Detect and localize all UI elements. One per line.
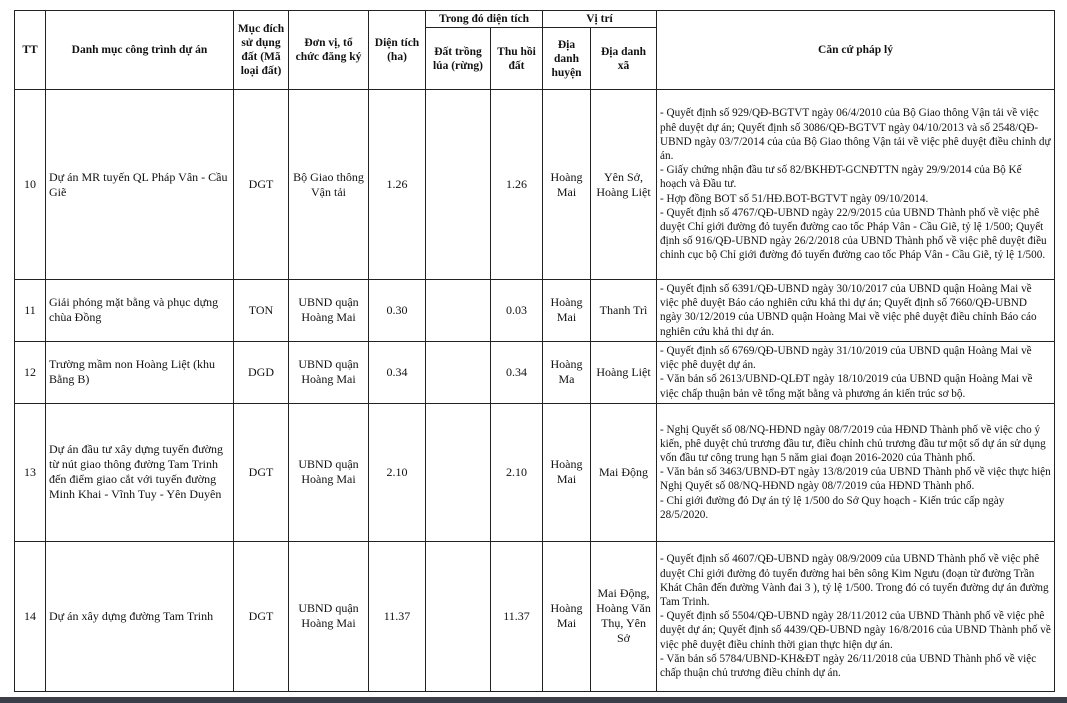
row-project-name: Giải phóng mặt bằng và phục dựng chùa Đồng [46, 280, 234, 342]
legal-item: - Quyết định số 929/QĐ-BGTVT ngày 06/4/2010 của Bộ Giao thông Vận tải về việc phê duyệt dự án; Quyết định số 3086/QĐ-BGTVT ngày 04/10/2013 và số 2548/QĐ-UBND ngày 03/7/2014 của của Bộ Giao thông Vận tải về việc phê duyệt điều chỉnh dự án. [660, 107, 1051, 162]
bottom-edge-strip [0, 697, 1067, 703]
row-purpose: TON [234, 280, 289, 342]
legal-item: - Giấy chứng nhận đầu tư số 82/BKHĐT-GCNĐTTN ngày 29/9/2014 của Bộ Kế hoạch và Đầu tư. [660, 164, 1022, 191]
row-purpose: DGT [234, 403, 289, 541]
legal-item: - Quyết định số 5504/QĐ-UBND ngày 28/11/2012 của UBND Thành phố về việc phê duyệt dự án; Quyết định số 4439/QĐ-UBND ngày 16/8/2016 của UBND Thành phố về việc phê duyệt điều chỉnh thời gian thực hiện dự án. [660, 610, 1051, 651]
header-area: Diện tích (ha) [369, 11, 426, 90]
row-tt: 12 [15, 341, 46, 403]
row-purpose: DGT [234, 90, 289, 280]
row-district: Hoàng Mai [543, 403, 591, 541]
row-area: 1.26 [369, 90, 426, 280]
legal-item: - Nghị Quyết số 08/NQ-HĐND ngày 08/7/2019 của HĐND Thành phố về việc cho ý kiến, phê duyệt chủ trương đầu tư, điều chỉnh chủ trương đầu tư một số dự án sử dụng vốn đầu tư công trung hạn 5 năm giai đoạn 2016-2020 của Thành phố. [660, 423, 1046, 464]
header-group-location: Vị trí [543, 11, 657, 28]
header-tt: TT [15, 11, 46, 90]
table-row [15, 90, 1055, 280]
row-area: 11.37 [369, 541, 426, 691]
legal-item: - Văn bản số 3463/UBND-ĐT ngày 13/8/2019 của UBND Thành phố về việc thực hiện Nghị Quyết số 08/NQ-HĐND ngày 08/7/2019 của HĐND Thành phố. [660, 466, 1051, 493]
row-project-name: Dự án xây dựng đường Tam Trinh [46, 541, 234, 691]
row-district: Hoàng Mai [543, 541, 591, 691]
row-purpose: DGT [234, 541, 289, 691]
row-area: 2.10 [369, 403, 426, 541]
header-unit: Đơn vị, tổ chức đăng ký [289, 11, 369, 90]
row-unit: UBND quận Hoàng Mai [289, 341, 369, 403]
row-legal-basis [657, 403, 1055, 541]
row-area: 0.30 [369, 280, 426, 342]
row-recover: 2.10 [491, 403, 543, 541]
row-purpose: DGD [234, 341, 289, 403]
legal-item: - Quyết định số 4607/QĐ-UBND ngày 08/9/2009 của UBND Thành phố về việc phê duyệt Chỉ giới đường đỏ tuyến đường hai bên sông Kim Ngưu (đoạn từ đường Trần Khát Chân đến đường Vành đai 3 ), tỷ lệ 1/500. Trong đó có tuyến đường dự án đường Tam Trinh. [660, 553, 1049, 608]
row-unit: Bộ Giao thông Vận tải [289, 90, 369, 280]
legal-item: - Chỉ giới đường đỏ Dự án tỷ lệ 1/500 do Sở Quy hoạch - Kiến trúc cấp ngày 28/5/2020. [660, 494, 1005, 521]
row-rice [426, 280, 491, 342]
row-rice [426, 341, 491, 403]
row-commune: Thanh Trì [591, 280, 657, 342]
row-tt: 14 [15, 541, 46, 691]
header-category: Danh mục công trình dự án [46, 11, 234, 90]
row-unit: UBND quận Hoàng Mai [289, 403, 369, 541]
row-district: Hoàng Mai [543, 90, 591, 280]
row-legal-basis [657, 90, 1055, 280]
row-commune: Mai Động [591, 403, 657, 541]
row-recover: 1.26 [491, 90, 543, 280]
row-project-name: Dự án MR tuyến QL Pháp Vân - Cầu Giẽ [46, 90, 234, 280]
row-legal-basis [657, 280, 1055, 342]
row-project-name: Trường mầm non Hoàng Liệt (khu Bằng B) [46, 341, 234, 403]
project-table [14, 10, 1055, 692]
land-use-table-sheet [14, 10, 1054, 692]
row-district: Hoàng Ma [543, 341, 591, 403]
table-row [15, 280, 1055, 342]
row-project-name: Dự án đầu tư xây dựng tuyến đường từ nút giao thông đường Tam Trinh đến điểm giao cắt với tuyến đường Minh Khai - Vĩnh Tuy - Yên Duyên [46, 403, 234, 541]
table-row [15, 341, 1055, 403]
row-rice [426, 90, 491, 280]
legal-item: - Quyết định số 4767/QĐ-UBND ngày 22/9/2015 của UBND Thành phố về việc phê duyệt Chỉ giới đường đỏ tuyến đường cao tốc Pháp Vân - Cầu Giẽ, tỷ lệ 1/500; Quyết định số 916/QĐ-UBND ngày 26/2/2018 của UBND Thành phố về việc phê duyệt điều chỉnh cục bộ Chỉ giới đường đỏ tuyến đường cao tốc Pháp Vân - Cầu Giẽ, tỷ lệ 1/500. [660, 206, 1047, 262]
row-recover: 0.34 [491, 341, 543, 403]
row-commune: Hoàng Liệt [591, 341, 657, 403]
header-purpose: Mục đích sử dụng đất (Mã loại đất) [234, 11, 289, 90]
header-legal: Căn cứ pháp lý [657, 11, 1055, 90]
legal-item: - Văn bản số 5784/UBND-KH&ĐT ngày 26/11/2018 của UBND Thành phố về việc chấp thuận chủ trương điều chỉnh dự án. [660, 652, 1037, 680]
row-tt: 13 [15, 403, 46, 541]
header-rice: Đất trồng lúa (rừng) [426, 28, 491, 90]
legal-item: - Hợp đồng BOT số 51/HĐ.BOT-BGTVT ngày 09/10/2014. [660, 192, 929, 205]
table-row [15, 403, 1055, 541]
row-tt: 11 [15, 280, 46, 342]
header-district: Địa danh huyện [543, 28, 591, 90]
legal-item: - Quyết định số 6769/QĐ-UBND ngày 31/10/2019 của UBND quận Hoàng Mai về việc phê duyệt dự án. [660, 344, 1032, 372]
row-rice [426, 541, 491, 691]
row-area: 0.34 [369, 341, 426, 403]
row-unit: UBND quận Hoàng Mai [289, 541, 369, 691]
row-recover: 11.37 [491, 541, 543, 691]
header-commune: Địa danh xã [591, 28, 657, 90]
row-rice [426, 403, 491, 541]
header-group-area: Trong đó diện tích [426, 11, 543, 28]
row-recover: 0.03 [491, 280, 543, 342]
table-row [15, 541, 1055, 691]
header-recover: Thu hồi đất [491, 28, 543, 90]
legal-item: - Quyết định số 6391/QĐ-UBND ngày 30/10/2017 của UBND quận Hoàng Mai về việc phê duyệt Báo cáo nghiên cứu khả thi dự án; Quyết định số 7660/QĐ-UBND ngày 30/12/2019 của UBND quận Hoàng Mai về việc phê duyệt điều chỉnh Báo cáo nghiên cứu khả thi dự án. [660, 283, 1037, 338]
row-legal-basis [657, 341, 1055, 403]
row-tt: 10 [15, 90, 46, 280]
row-district: Hoàng Mai [543, 280, 591, 342]
row-legal-basis [657, 541, 1055, 691]
legal-item: - Văn bản số 2613/UBND-QLĐT ngày 18/10/2019 của UBND quận Hoàng Mai về việc chấp thuận bản vẽ tổng mặt bằng và phương án kiến trúc sơ bộ. [660, 373, 1033, 400]
row-commune: Yên Sở, Hoàng Liệt [591, 90, 657, 280]
row-commune: Mai Động, Hoàng Văn Thụ, Yên Sở [591, 541, 657, 691]
row-unit: UBND quận Hoàng Mai [289, 280, 369, 342]
